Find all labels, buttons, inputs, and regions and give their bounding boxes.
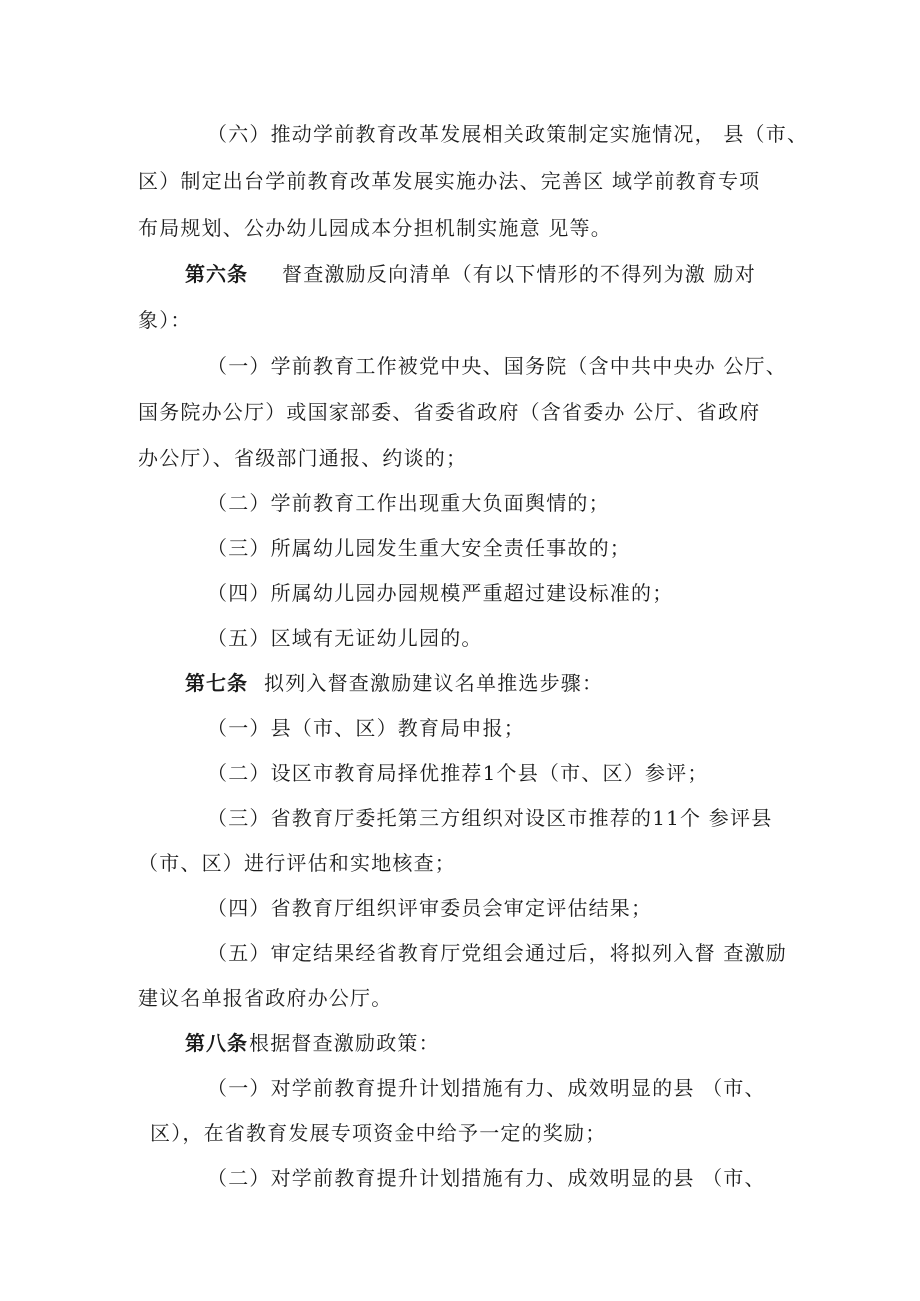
paragraph-line: （四）所属幼儿园办园规模严重超过建设标准的； [207,581,674,605]
paragraph-line: （六）推动学前教育改革发展相关政策制定实施情况， 县（市、 [207,122,809,146]
paragraph-line: （一）对学前教育提升计划措施有力、成效明显的县 （市、 [207,1076,766,1100]
paragraph-line: （三）省教育厅委托第三方组织对设区市推荐的11个 参评县 [207,806,773,830]
paragraph-line: 办公厅）、省级部门通报、约谈的； [138,446,468,470]
paragraph-line: （一）学前教育工作被党中央、国务院（含中共中央办 公厅、 [207,354,787,378]
paragraph-line: 象）： [138,308,192,332]
paragraph-line: （市、区）进行评估和实地核查； [138,851,456,875]
paragraph-line: 根据督查激励政策： [249,1031,440,1055]
paragraph-line: （四）省教育厅组织评审委员会审定评估结果； [207,896,653,920]
paragraph-line: （二）设区市教育局择优推荐1个县（市、区）参评； [207,761,709,785]
paragraph-line: 国务院办公厅）或国家部委、省委省政府（含省委办 公厅、省政府 [138,400,761,424]
paragraph-line: 布局规划、公办幼儿园成本分担机制实施意 见等。 [138,216,612,240]
paragraph-line: （二）学前教育工作出现重大负面舆情的； [207,491,610,515]
paragraph-line: （五）审定结果经省教育厅党组会通过后，将拟列入督 查激励 [207,941,787,965]
paragraph-line: 区），在省教育发展专项资金中给予一定的奖励； [150,1121,607,1145]
paragraph-line: （三）所属幼儿园发生重大安全责任事故的； [207,536,631,560]
article-heading: 第六条 [185,262,248,286]
paragraph-line: 督查激励反向清单（有以下情形的不得列为激 励对 [282,262,756,286]
paragraph-line: （一）县（市、区）教育局申报； [207,716,525,740]
paragraph-line: 建议名单报省政府办公厅。 [138,986,393,1010]
article-heading: 第七条 [185,671,248,695]
article-heading: 第八条 [185,1031,248,1055]
paragraph-line: 拟列入督查激励建议名单推选步骤： [264,671,604,695]
paragraph-line: （五）区域有无证幼儿园的。 [207,626,483,650]
paragraph-line: 区）制定出台学前教育改革发展实施办法、完善区 域学前教育专项 [138,169,761,193]
paragraph-line: （二）对学前教育提升计划措施有力、成效明显的县 （市、 [207,1166,766,1190]
